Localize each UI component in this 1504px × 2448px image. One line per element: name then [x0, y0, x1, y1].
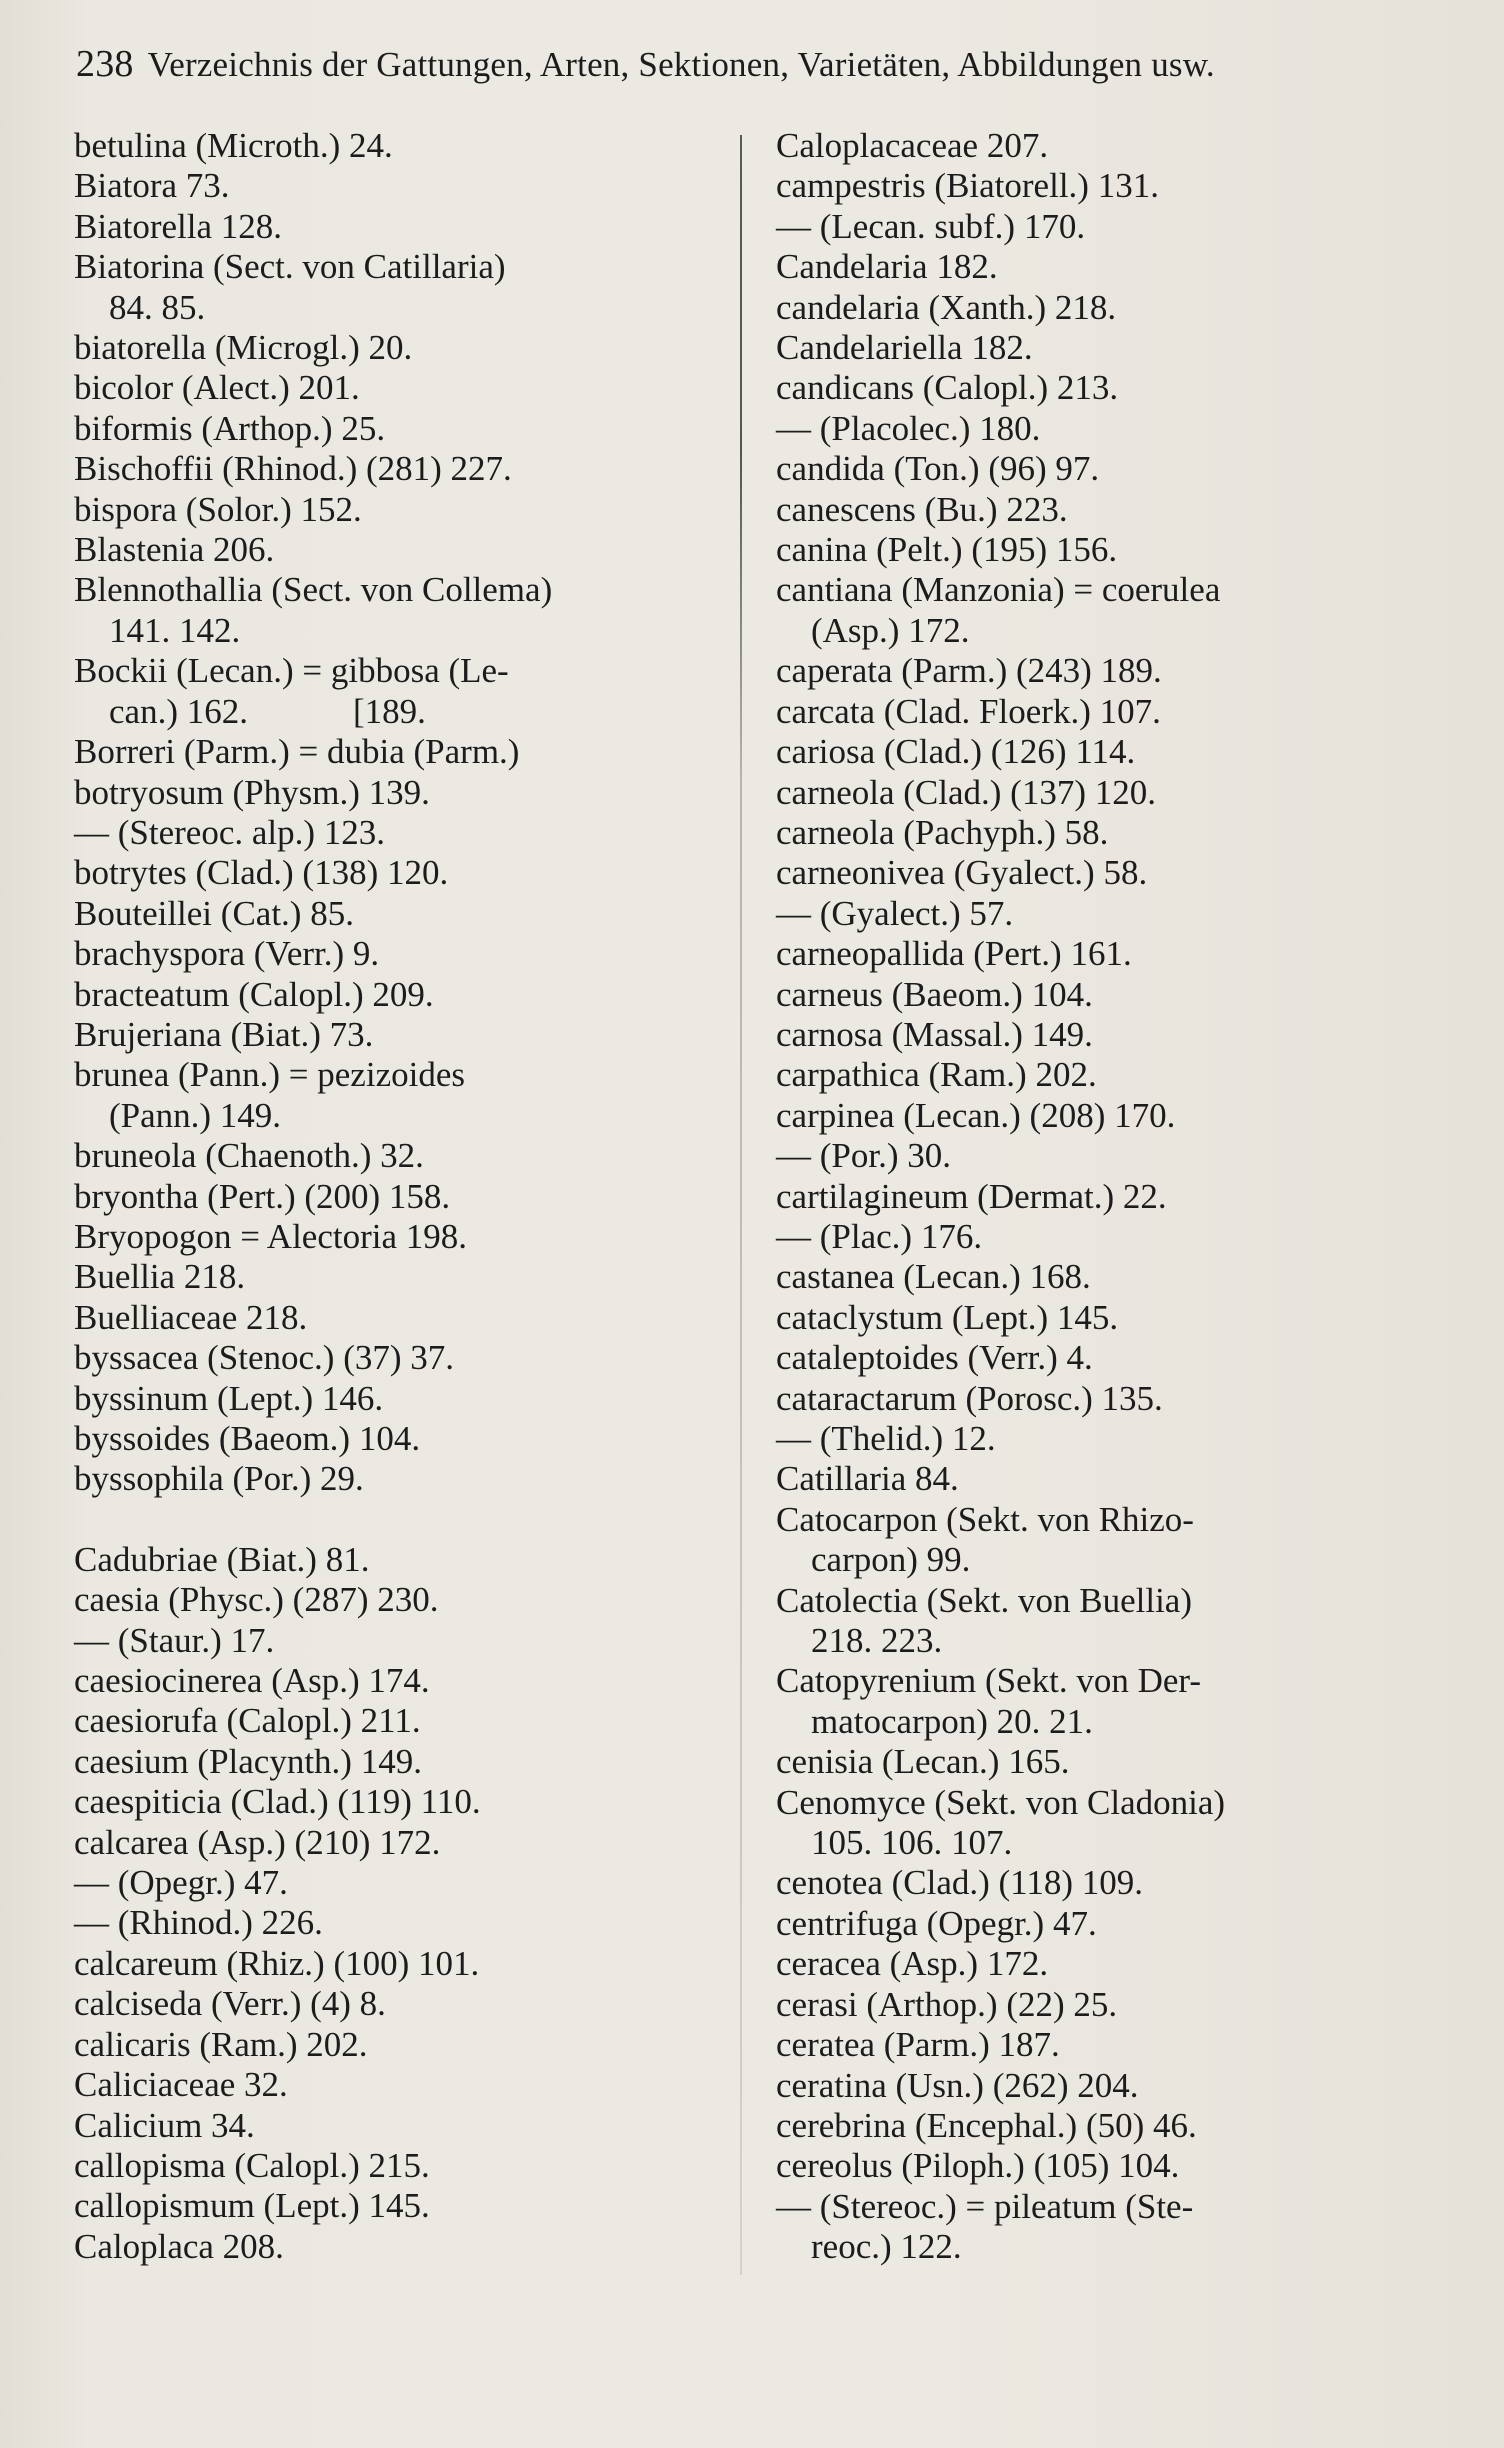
index-entry: Buelliaceae 218.: [74, 1297, 308, 1337]
index-entry: byssinum (Lept.) 146.: [74, 1378, 384, 1418]
index-entry: Cadubriae (Biat.) 81.: [74, 1539, 370, 1579]
index-entry: carneola (Pachyph.) 58.: [776, 812, 1109, 852]
index-entry: carneola (Clad.) (137) 120.: [776, 772, 1156, 812]
index-entry: betulina (Microth.) 24.: [74, 126, 393, 165]
index-entry: reoc.) 122.: [776, 2227, 962, 2267]
index-entry: Brujeriana (Biat.) 73.: [74, 1014, 374, 1054]
index-entry: byssophila (Por.) 29.: [74, 1459, 364, 1499]
column-divider: [740, 135, 742, 2275]
index-entry: bracteatum (Calopl.) 209.: [74, 974, 434, 1014]
index-entry: Bischoffii (Rhinod.) (281) 227.: [74, 449, 512, 489]
index-entry: byssacea (Stenoc.) (37) 37.: [74, 1338, 455, 1378]
index-entry: calcareum (Rhiz.) (100) 101.: [74, 1943, 480, 1983]
index-entry: — (Placolec.) 180.: [776, 408, 1041, 448]
index-entry: cartilagineum (Dermat.) 22.: [776, 1176, 1167, 1216]
index-entry: Buellia 218.: [74, 1257, 246, 1297]
index-entry: 84. 85.: [74, 287, 206, 327]
index-entry: botryosum (Physm.) 139.: [74, 772, 430, 812]
index-entry: cereolus (Piloph.) (105) 104.: [776, 2146, 1180, 2186]
index-entry: carpathica (Ram.) 202.: [776, 1055, 1097, 1095]
index-entry: caperata (Parm.) (243) 189.: [776, 651, 1162, 691]
index-entry: cerebrina (Encephal.) (50) 46.: [776, 2105, 1197, 2145]
index-entry: Calicium 34.: [74, 2105, 255, 2145]
index-entry: Catopyrenium (Sekt. von Der-: [776, 1661, 1202, 1701]
index-entry: cantiana (Manzonia) = coerulea: [776, 570, 1221, 610]
index-entry: carneus (Baeom.) 104.: [776, 974, 1093, 1014]
index-entry: Caloplaca 208.: [74, 2226, 284, 2266]
index-entry: — (Stereoc. alp.) 123.: [74, 812, 386, 852]
index-entry: cataleptoides (Verr.) 4.: [776, 1338, 1093, 1378]
index-entry: canescens (Bu.) 223.: [776, 489, 1068, 529]
index-entry: Catillaria 84.: [776, 1459, 959, 1499]
index-entry: carneopallida (Pert.) 161.: [776, 934, 1132, 974]
index-entry: centrifuga (Opegr.) 47.: [776, 1903, 1097, 1943]
index-entry: can.) 162. [189.: [74, 691, 426, 731]
index-entry: caesium (Placynth.) 149.: [74, 1741, 422, 1781]
index-entry: — (Plac.) 176.: [776, 1216, 983, 1256]
index-entry: 105. 106. 107.: [776, 1823, 1013, 1863]
index-entry: calcarea (Asp.) (210) 172.: [74, 1822, 441, 1862]
index-entry: Bockii (Lecan.) = gibbosa (Le-: [74, 651, 509, 691]
index-entry: bispora (Solor.) 152.: [74, 489, 362, 529]
index-entry: biatorella (Microgl.) 20.: [74, 328, 413, 368]
index-entry: 218. 223.: [776, 1621, 943, 1661]
index-entry: brunea (Pann.) = pezizoides: [74, 1055, 465, 1095]
index-entry: carcata (Clad. Floerk.) 107.: [776, 691, 1161, 731]
index-entry: candelaria (Xanth.) 218.: [776, 287, 1117, 327]
index-entry: 141. 142.: [74, 610, 241, 650]
index-entry: cataractarum (Porosc.) 135.: [776, 1378, 1163, 1418]
index-entry: Catolectia (Sekt. von Buellia): [776, 1580, 1193, 1620]
index-entry: cerasi (Arthop.) (22) 25.: [776, 1984, 1118, 2024]
index-entry: canina (Pelt.) (195) 156.: [776, 530, 1118, 570]
index-entry: (Asp.) 172.: [776, 610, 970, 650]
index-entry: (Pann.) 149.: [74, 1095, 282, 1135]
index-entry: ceratea (Parm.) 187.: [776, 2025, 1060, 2065]
index-entry: castanea (Lecan.) 168.: [776, 1257, 1091, 1297]
index-entry: — (Staur.) 17.: [74, 1620, 275, 1660]
index-entry: Biatorina (Sect. von Catillaria): [74, 247, 506, 287]
index-entry: cenisia (Lecan.) 165.: [776, 1742, 1070, 1782]
page-number: 238: [76, 43, 134, 85]
index-entry: — (Thelid.) 12.: [776, 1419, 996, 1458]
index-entry: carneonivea (Gyalect.) 58.: [776, 853, 1148, 893]
index-entry: biformis (Arthop.) 25.: [74, 408, 386, 448]
index-entry: cataclystum (Lept.) 145.: [776, 1297, 1119, 1337]
index-entry: candida (Ton.) (96) 97.: [776, 449, 1100, 489]
index-entry: Bouteillei (Cat.) 85.: [74, 893, 354, 933]
index-entry: carpinea (Lecan.) (208) 170.: [776, 1095, 1176, 1135]
index-entry: Cenomyce (Sekt. von Cladonia): [776, 1782, 1226, 1822]
index-entry: callopismum (Lept.) 145.: [74, 2186, 430, 2226]
index-entry: — (Gyalect.) 57.: [776, 893, 1014, 933]
running-title: Verzeichnis der Gattungen, Arten, Sektionen, Varietäten, Abbildungen usw.: [147, 45, 1215, 84]
index-entry: botrytes (Clad.) (138) 120.: [74, 853, 449, 893]
index-entry: — (Rhinod.) 226.: [74, 1903, 323, 1943]
index-entry: caespiticia (Clad.) (119) 110.: [74, 1782, 481, 1822]
index-entry: Caloplacaceae 207.: [776, 126, 1049, 165]
index-entry: Borreri (Parm.) = dubia (Parm.): [74, 732, 520, 772]
index-entry: matocarpon) 20. 21.: [776, 1701, 1093, 1741]
index-entry: ceratina (Usn.) (262) 204.: [776, 2065, 1139, 2105]
index-entry: bruneola (Chaenoth.) 32.: [74, 1136, 424, 1176]
index-entry: caesiocinerea (Asp.) 174.: [74, 1661, 430, 1701]
index-entry: — (Por.) 30.: [776, 1136, 951, 1176]
index-entry: candicans (Calopl.) 213.: [776, 368, 1119, 408]
running-header: [76, 42, 1426, 86]
index-entry: Caliciaceae 32.: [74, 2065, 288, 2105]
index-entry: Blennothallia (Sect. von Collema): [74, 570, 553, 610]
index-entry: Biatorella 128.: [74, 206, 283, 246]
index-entry: bicolor (Alect.) 201.: [74, 368, 360, 408]
index-entry: cariosa (Clad.) (126) 114.: [776, 732, 1136, 772]
index-entry: cenotea (Clad.) (118) 109.: [776, 1863, 1144, 1903]
right-index-column: [776, 126, 1426, 2268]
index-entry: calicaris (Ram.) 202.: [74, 2024, 368, 2064]
index-entry: carpon) 99.: [776, 1540, 971, 1580]
index-entry: caesiorufa (Calopl.) 211.: [74, 1701, 421, 1741]
index-entry: — (Opegr.) 47.: [74, 1863, 288, 1903]
index-entry: byssoides (Baeom.) 104.: [74, 1419, 421, 1458]
index-entry: Candelariella 182.: [776, 328, 1033, 368]
left-index-column: [74, 126, 724, 2267]
index-entry: calciseda (Verr.) (4) 8.: [74, 1984, 386, 2024]
index-entry: ceracea (Asp.) 172.: [776, 1944, 1049, 1984]
index-entry: campestris (Biatorell.) 131.: [776, 166, 1159, 206]
index-entry: Candelaria 182.: [776, 247, 998, 287]
index-entry: bryontha (Pert.) (200) 158.: [74, 1176, 451, 1216]
index-entry: — (Lecan. subf.) 170.: [776, 206, 1086, 246]
index-entry: Bryopogon = Alectoria 198.: [74, 1216, 468, 1256]
index-entry: Blastenia 206.: [74, 530, 275, 570]
index-entry: Catocarpon (Sekt. von Rhizo-: [776, 1499, 1194, 1539]
index-entry: callopisma (Calopl.) 215.: [74, 2145, 430, 2185]
index-entry: caesia (Physc.) (287) 230.: [74, 1580, 439, 1620]
index-entry: — (Stereoc.) = pileatum (Ste-: [776, 2186, 1194, 2226]
index-entry: carnosa (Massal.) 149.: [776, 1014, 1093, 1054]
index-entry: brachyspora (Verr.) 9.: [74, 934, 380, 974]
index-entry: Biatora 73.: [74, 166, 230, 206]
